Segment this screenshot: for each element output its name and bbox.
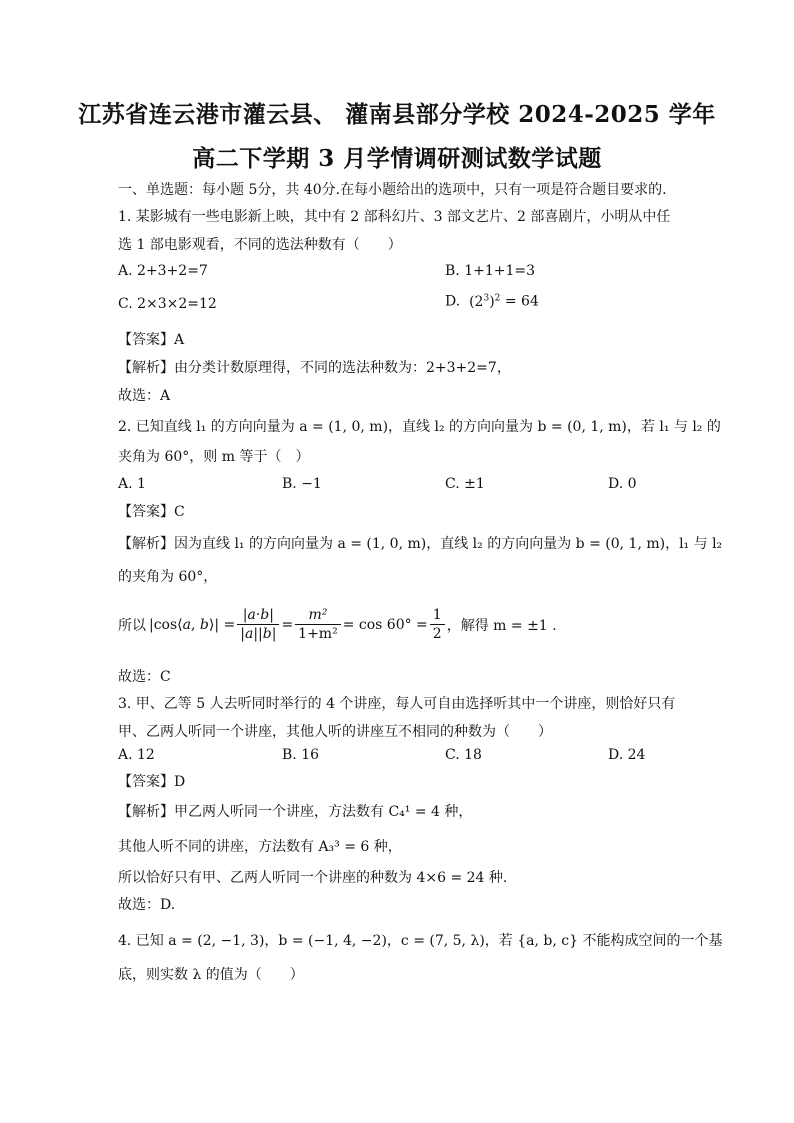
q2-analysis-text-1: 因为直线 l₁ 的方向向量为 a = (1, 0, m)，直线 l₂ 的方向向量为 b = (0, 1, m)，l₁ 与 l₂ (174, 536, 723, 552)
q4-stem-line-2: 底，则实数 λ 的值为（ ） (118, 967, 304, 983)
q2-option-a: A. 1 (118, 476, 146, 492)
q3-analysis-label: 【解析】 (118, 804, 174, 820)
q2-fraction-half: $\frac{1}{2}$ (430, 606, 445, 643)
q3-analysis-line-1 (118, 801, 472, 821)
q1-option-b: B. 1+1+1=3 (445, 263, 536, 279)
q1-analysis (118, 357, 511, 377)
q1-option-d (445, 293, 539, 310)
q2-formula-prefix: 所以 (118, 617, 146, 634)
q3-answer: 【答案】D (118, 774, 186, 790)
q3-analysis-text-1: 甲乙两人听同一个讲座，方法数有 C₄¹ = 4 种， (174, 804, 473, 820)
q3-analysis-line-3: 所以恰好只有甲、乙两人听同一个讲座的种数为 4×6 = 24 种. (118, 870, 508, 886)
q2-fraction-dot-over-norms: $\frac{|a\cdot b|}{|a||b|}$ (237, 606, 279, 643)
q2-cos60: = cos 60° = (342, 616, 428, 633)
exam-title-line-1: 江苏省连云港市灌云县、 灌南县部分学校 2024-2025 学年 (78, 101, 716, 128)
q1-conclusion: 故选：A (118, 388, 171, 404)
q2-analysis-formula: 所以 |cos⟨a, b⟩| = $\frac{|a\cdot b|}{|a||b|}$ = $\frac{\text{m²}}{\text{1+m²}}$ = cos 60° = $\frac{1}{2}$ ，解得 m = ±1 . (118, 607, 557, 642)
section-heading: 一、单选题：每小题 5分，共 40分.在每小题给出的选项中，只有一项是符合题目要求的. (118, 182, 667, 198)
q1-option-d-label: D. (445, 293, 461, 310)
q2-analysis-label: 【解析】 (118, 536, 174, 552)
q2-answer: 【答案】C (118, 504, 185, 520)
q1-answer: 【答案】A (118, 332, 185, 348)
q1-option-c: C. 2×3×2=12 (118, 296, 217, 312)
q1-option-d-value: = 64 (504, 293, 539, 310)
q3-stem-line-1: 3. 甲、乙等 5 人去听同时举行的 4 个讲座，每人可自由选择听其中一个讲座，则恰好只有 (118, 696, 676, 712)
q2-stem-line-2: 夹角为 60°，则 m 等于（ ） (118, 449, 310, 465)
q3-option-c: C. 18 (445, 747, 482, 763)
q1-stem-line-2: 选 1 部电影观看，不同的选法种数有（ ） (118, 237, 402, 253)
q2-cos-expression: |cos⟨a, b⟩| = (149, 616, 236, 633)
q2-analysis-line-2: 的夹角为 60°， (118, 569, 218, 585)
q3-option-a: A. 12 (118, 747, 155, 763)
q1-option-a: A. 2+3+2=7 (118, 263, 208, 279)
q1-stem-line-1: 1. 某影城有一些电影新上映，其中有 2 部科幻片、3 部文艺片、2 部喜剧片，小明从中任 (118, 209, 671, 225)
exam-title-line-2: 高二下学期 3 月学情调研测试数学试题 (192, 145, 602, 172)
q2-option-b: B. −1 (282, 476, 322, 492)
q1-analysis-text: 由分类计数原理得，不同的选法种数为：2+3+2=7， (174, 360, 511, 376)
q2-option-c: C. ±1 (445, 476, 485, 492)
q3-stem-line-2: 甲、乙两人听同一个讲座，其他人听的讲座互不相同的种数为（ ） (118, 724, 552, 740)
q1-option-d-formula: $(2^3)^2$ (464, 293, 501, 310)
q2-formula-tail: ，解得 m = ±1 . (446, 617, 557, 634)
q1-analysis-label: 【解析】 (118, 360, 174, 376)
q2-fraction-m: $\frac{\text{m²}}{\text{1+m²}}$ (295, 606, 341, 643)
q2-conclusion: 故选：C (118, 669, 171, 685)
q2-option-d: D. 0 (608, 476, 637, 492)
q2-stem-line-1: 2. 已知直线 l₁ 的方向向量为 a = (1, 0, m)，直线 l₂ 的方向向量为 b = (0, 1, m)，若 l₁ 与 l₂ 的 (118, 419, 721, 435)
q3-conclusion: 故选：D. (118, 897, 176, 913)
q2-analysis-line-1 (118, 533, 722, 553)
q3-option-b: B. 16 (282, 747, 320, 763)
q3-analysis-line-2: 其他人听不同的讲座，方法数有 A₃³ = 6 种， (118, 839, 402, 855)
q4-stem-line-1: 4. 已知 a = (2, −1, 3)，b = (−1, 4, −2)，c = (7, 5, λ)，若 {a, b, c} 不能构成空间的一个基 (118, 933, 723, 949)
q3-option-d: D. 24 (608, 747, 646, 763)
